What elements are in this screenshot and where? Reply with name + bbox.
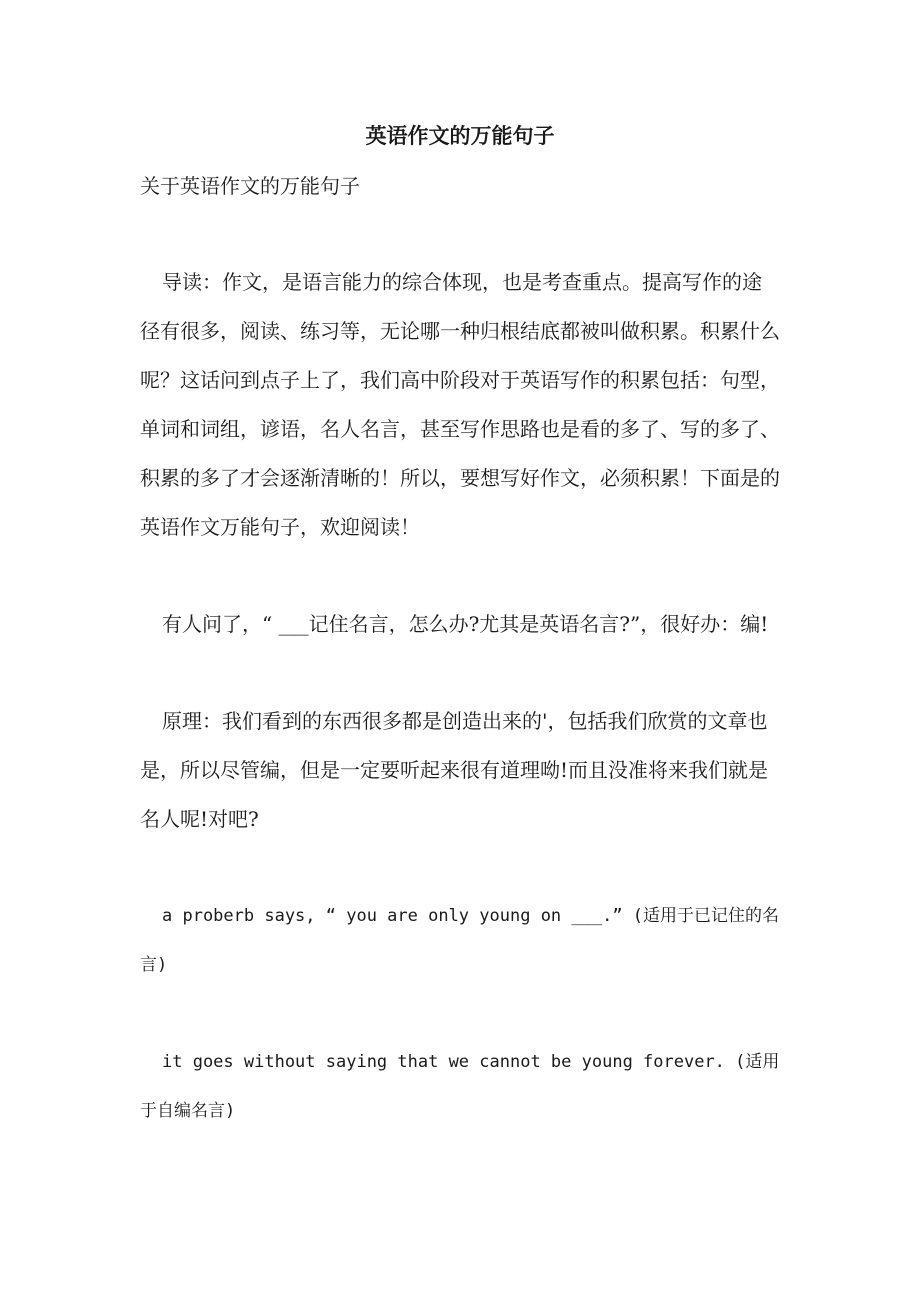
paragraph-principle: 原理：我们看到的东西很多都是创造出来的'，包括我们欣赏的文章也是，所以尽管编，但是一定要听起来很有道理呦!而且没准将来我们就是名人呢!对吧?	[140, 709, 769, 831]
paragraph-intro: 导读：作文，是语言能力的综合体现，也是考查重点。提高写作的途径有很多，阅读、练习等，无论哪一种归根结底都被叫做积累。积累什么呢？这话问到点子上了，我们高中阶段对于英语写作的积累包括：句型，单词和词组，谚语，名人名言，甚至写作思路也是看的多了、写的多了、积累的多了才会逐渐清晰的！所以，要想写好作文，必须积累！下面是的英语作文万能句子，欢迎阅读！	[140, 270, 780, 539]
document-page	[140, 110, 780, 1184]
paragraph-question: 有人问了，“ ___记住名言，怎么办?尤其是英语名言?”，很好办：编!	[162, 612, 769, 636]
paragraph-example-proverb: a proberb says, “ you are only young on ___.” (适用于已记住的名言)	[140, 906, 780, 975]
paragraph-example-self-made: it goes without saying that we cannot be young forever. (适用于自编名言)	[140, 1052, 780, 1121]
document-subtitle: 关于英语作文的万能句子	[140, 174, 360, 198]
document-title: 英语作文的万能句子	[365, 124, 555, 148]
